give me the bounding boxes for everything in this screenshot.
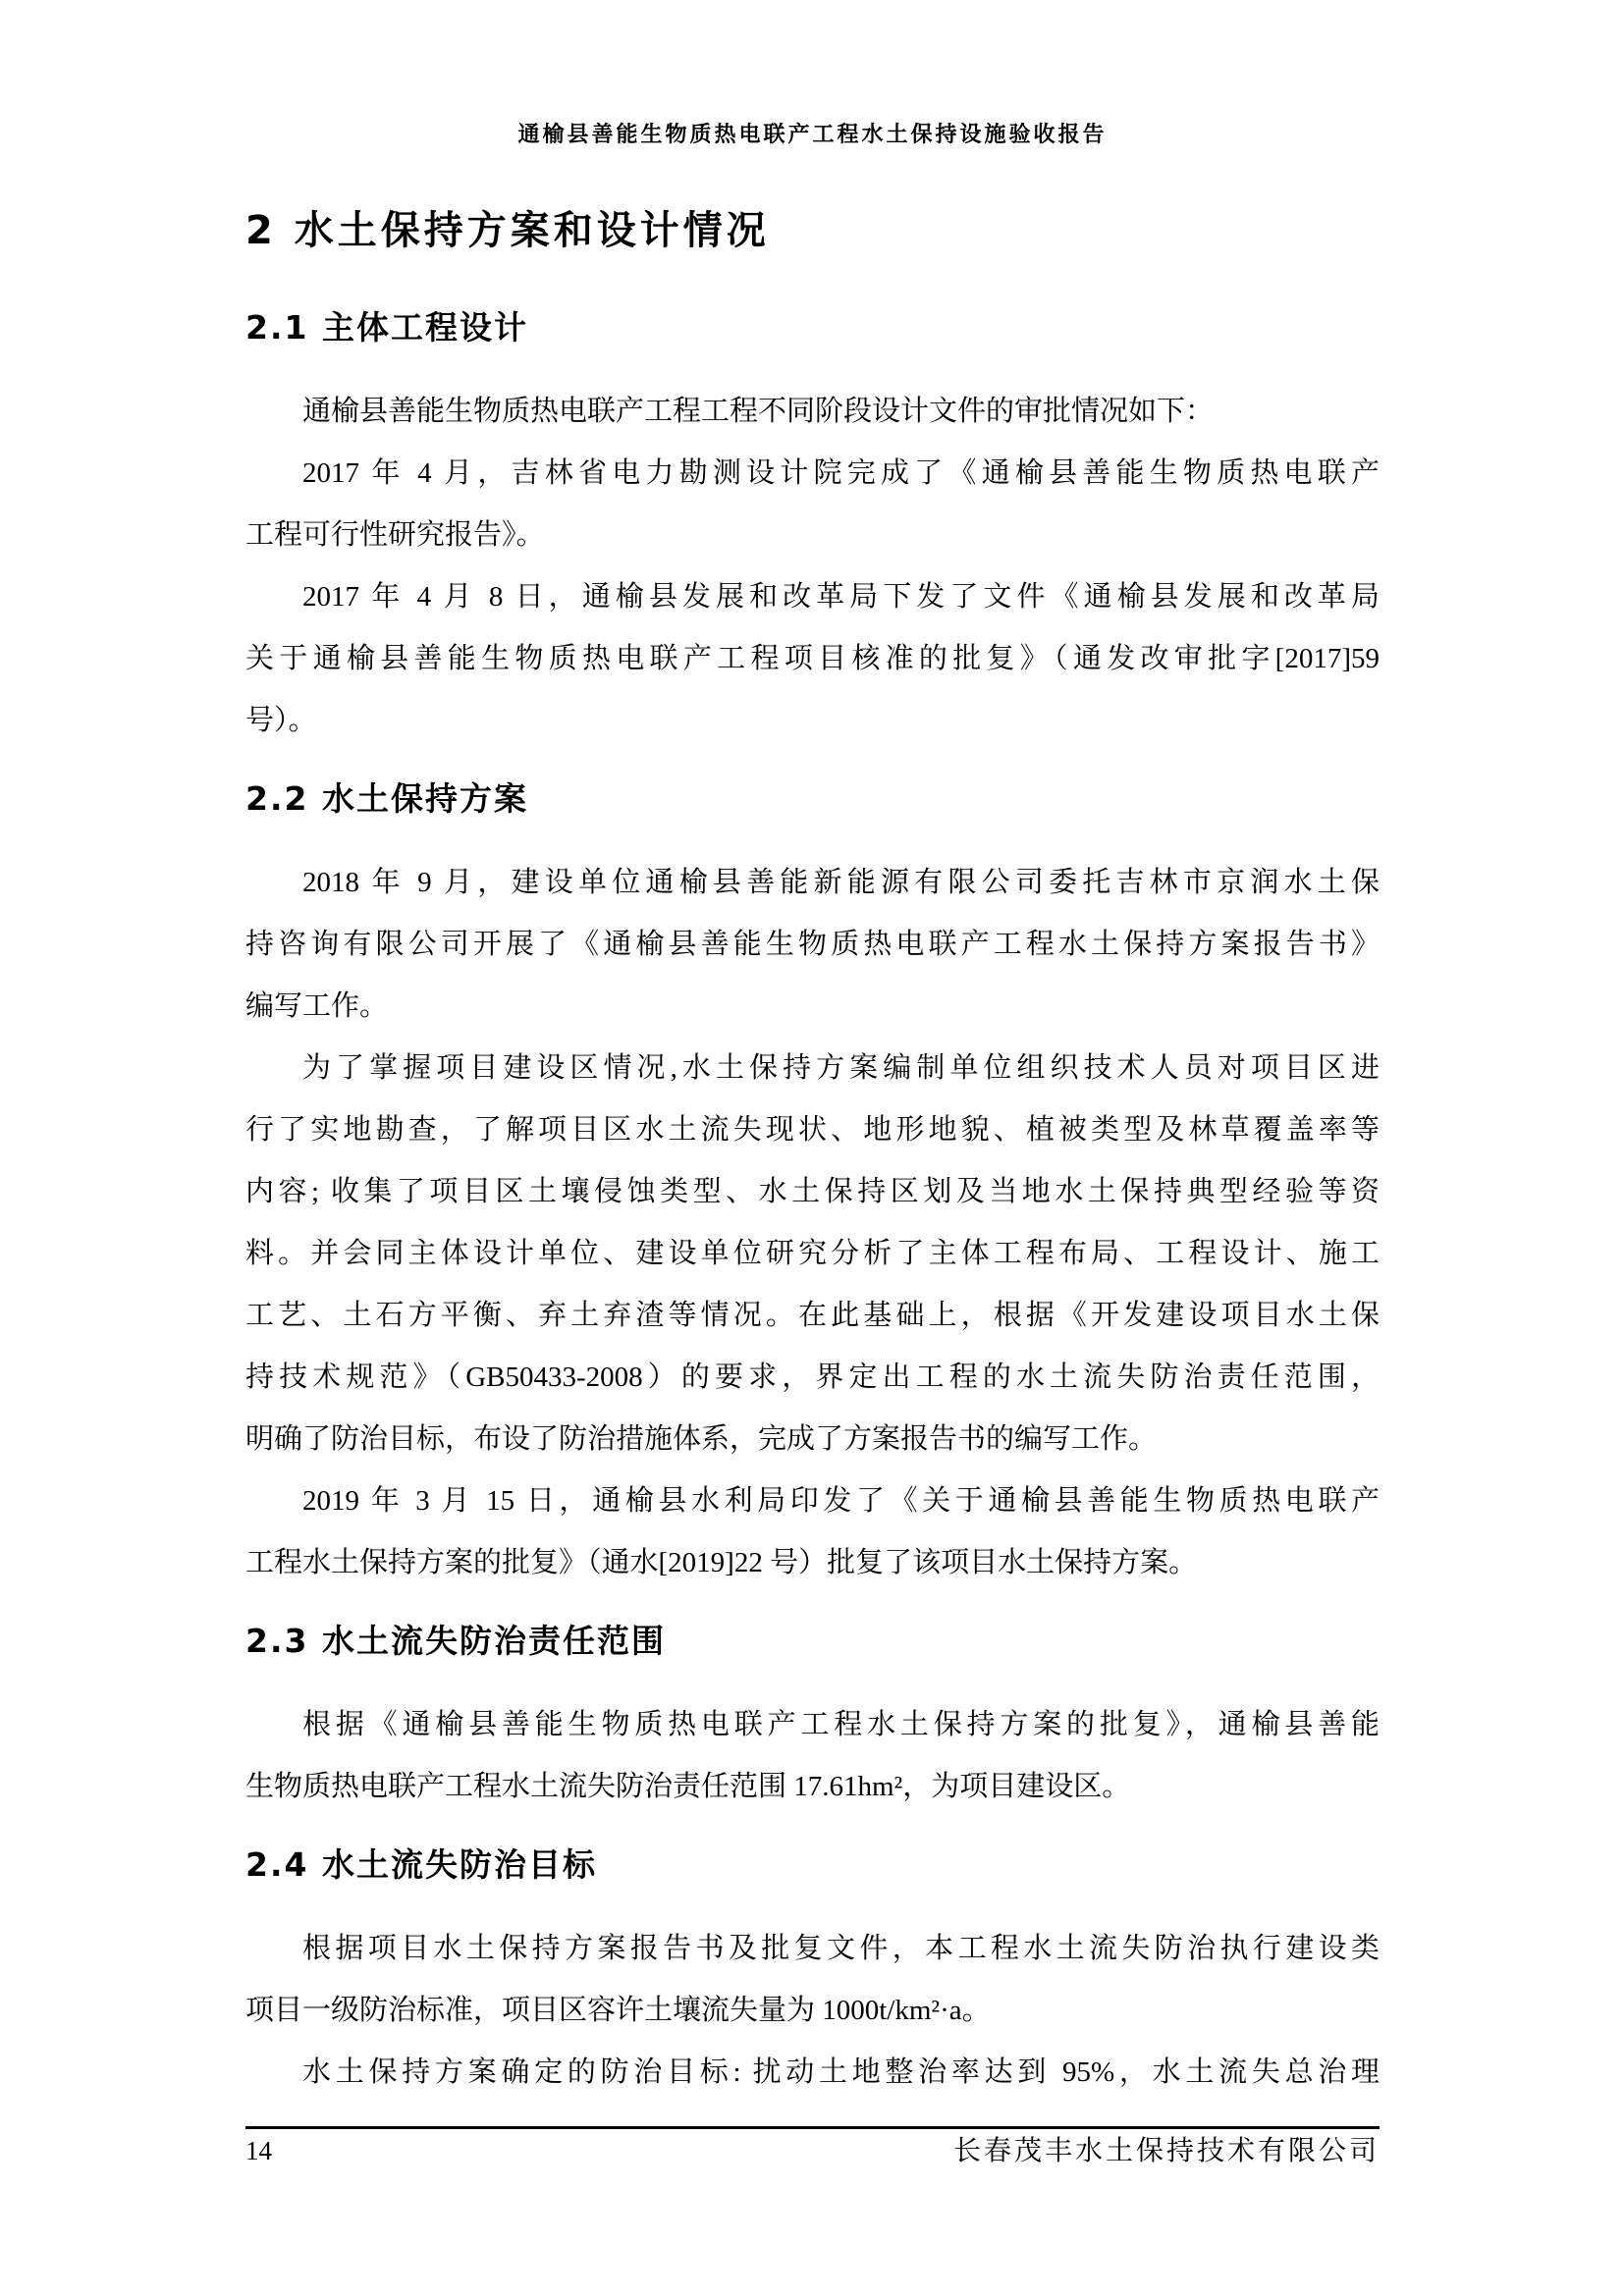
section-heading: 2.3 水土流失防治责任范围 [245,1622,666,1660]
text-line: 2017 年 4 月，吉林省电力勘测设计院完成了《通榆县善能生物质热电联产 [302,457,1380,489]
section-heading: 2.1 主体工程设计 [245,308,528,347]
text-line: 工艺、土石方平衡、弃土弃渣等情况。在此基础上，根据《开发建设项目水土保 [245,1300,1380,1331]
page-number: 14 [245,2136,272,2165]
footer-row [245,2134,1380,2169]
text-line: 工程水土保持方案的批复》（通水[2019]22 号）批复了该项目水土保持方案。 [245,1547,1198,1578]
text-line: 2018 年 9 月，建设单位通榆县善能新能源有限公司委托吉林市京润水土保 [302,867,1380,898]
footer-rule [245,2126,1380,2129]
text-line: 工程可行性研究报告》。 [245,519,545,551]
text-line: 关于通榆县善能生物质热电联产工程项目核准的批复》（通发改审批字[2017]59 [245,643,1380,674]
text-line: 通榆县善能生物质热电联产工程工程不同阶段设计文件的审批情况如下： [302,396,1215,427]
text-line: 内容; 收集了项目区土壤侵蚀类型、水土保持区划及当地水土保持典型经验等资 [245,1176,1380,1207]
section-heading: 2.2 水土保持方案 [245,779,528,818]
text-line: 生物质热电联产工程水土流失防治责任范围 17.61hm²，为项目建设区。 [245,1771,1131,1802]
footer-company: 长春茂丰水土保持技术有限公司 [952,2136,1380,2166]
page-footer [245,2126,1380,2169]
chapter-heading: 2 水土保持方案和设计情况 [245,208,770,253]
text-line: 号）。 [245,705,317,736]
text-line: 根据项目水土保持方案报告书及批复文件，本工程水土流失防治执行建设类 [302,1933,1380,1964]
text-line: 编写工作。 [245,990,389,1022]
running-header: 通榆县善能生物质热电联产工程水土保持设施验收报告 [517,122,1108,146]
text-line: 持咨询有限公司开展了《通榆县善能生物质热电联产工程水土保持方案报告书》 [245,929,1380,960]
text-line: 料。并会同主体设计单位、建设单位研究分析了主体工程布局、工程设计、施工 [245,1238,1380,1269]
text-line: 2019 年 3 月 15 日，通榆县水利局印发了《关于通榆县善能生物质热电联产 [302,1485,1380,1517]
text-line: 行了实地勘查，了解项目区水土流失现状、地形地貌、植被类型及林草覆盖率等 [245,1114,1380,1146]
text-line: 持技术规范》（GB50433-2008）的要求，界定出工程的水土流失防治责任范围， [245,1362,1380,1393]
section-heading: 2.4 水土流失防治目标 [245,1845,597,1884]
text-line: 为了掌握项目建设区情况,水土保持方案编制单位组织技术人员对项目区进 [302,1052,1380,1084]
text-line: 水土保持方案确定的防治目标: 扰动土地整治率达到 95%，水土流失总治理 [302,2056,1380,2088]
text-line: 项目一级防治标准，项目区容许土壤流失量为 1000t/km²·a。 [245,1995,991,2026]
text-line: 根据《通榆县善能生物质热电联产工程水土保持方案的批复》，通榆县善能 [302,1709,1380,1740]
text-line: 明确了防治目标，布设了防治措施体系，完成了方案报告书的编写工作。 [245,1423,1158,1455]
text-line: 2017 年 4 月 8 日，通榆县发展和改革局下发了文件《通榆县发展和改革局 [302,581,1380,613]
document-body [245,306,1380,2104]
